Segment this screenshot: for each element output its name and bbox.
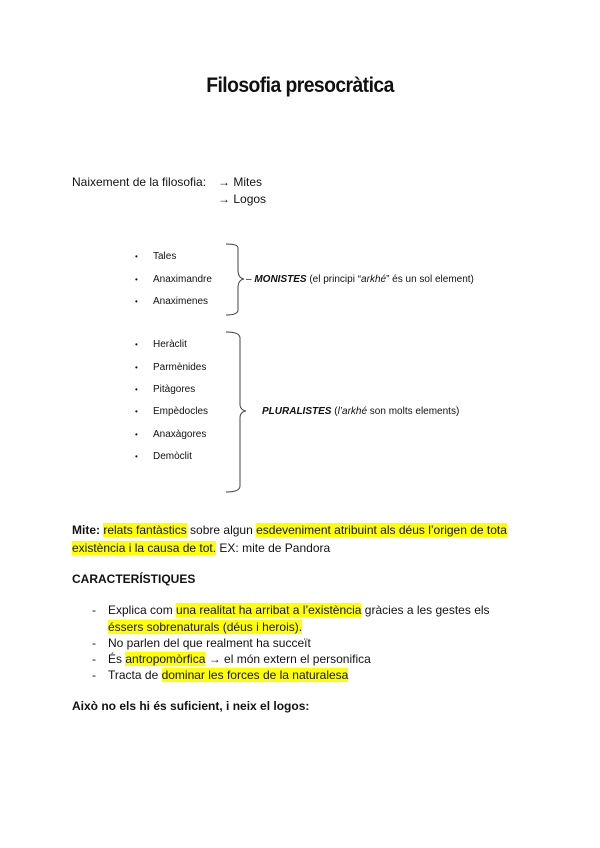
- list-item: [135, 362, 207, 373]
- list-item: És antropomòrfica → el món extern el personifica: [108, 652, 371, 666]
- conclusion-text: Això no els hi és suficient, i neix el logos:: [72, 699, 310, 713]
- bullet-icon: •: [135, 385, 138, 394]
- list-item: [135, 251, 177, 262]
- pluralistes-label: PLURALISTES (l’arkhé son molts elements): [262, 406, 460, 417]
- list-item-continuation: éssers sobrenaturals (déus i herois).: [108, 620, 303, 634]
- mite-line-2: existència i la causa de tot. EX: mite de Pandora: [72, 541, 331, 555]
- list-item-label: Demòclit: [153, 451, 192, 462]
- mite-line-1: Mite: relats fantàstics sobre algun esdeveniment atribuint als déus l’origen de tota: [72, 523, 507, 537]
- list-item: No parlen del que realment ha succeït: [108, 636, 311, 650]
- dash-icon: -: [92, 603, 96, 617]
- arrow-icon: →: [218, 175, 230, 189]
- mite-label: Mite:: [72, 523, 100, 537]
- list-item: [135, 274, 212, 285]
- dash-icon: -: [92, 652, 96, 666]
- pluralistes-title: PLURALISTES: [262, 406, 332, 417]
- dash-icon: -: [92, 668, 96, 682]
- bullet-icon: •: [135, 275, 138, 284]
- pluralistes-brace-icon: [222, 330, 262, 494]
- list-item-label: Anaxàgores: [153, 429, 207, 440]
- naixement-label: Naixement de la filosofia:: [72, 175, 207, 189]
- list-item: Tracta de dominar les forces de la naturalesa: [108, 668, 349, 682]
- list-item-label: Pitàgores: [153, 384, 196, 395]
- list-item-label: Empèdocles: [153, 406, 209, 417]
- monistes-brace-icon: [222, 242, 246, 318]
- bullet-icon: •: [135, 252, 138, 261]
- naixement-item-logos: [218, 192, 266, 206]
- list-item-label: Anaximandre: [153, 274, 212, 285]
- naixement-item-label: Logos: [233, 192, 267, 206]
- list-item-label: Anaximenes: [153, 296, 209, 307]
- naixement-item-mites: [218, 175, 262, 189]
- bullet-icon: •: [135, 407, 138, 416]
- list-item: [135, 339, 187, 350]
- list-item: [135, 406, 209, 417]
- dash-icon: -: [92, 636, 96, 650]
- list-item: [135, 296, 209, 307]
- bullet-icon: •: [135, 297, 138, 306]
- bullet-icon: •: [135, 452, 138, 461]
- list-item: [135, 384, 196, 395]
- bullet-icon: •: [135, 340, 138, 349]
- list-item: Explica com una realitat ha arribat a l’existència gràcies a les gestes els: [108, 603, 490, 617]
- bullet-icon: •: [135, 363, 138, 372]
- monistes-title: MONISTES: [254, 274, 307, 285]
- page-title: Filosofia presocràtica: [206, 74, 394, 97]
- list-item: [135, 429, 207, 440]
- monistes-label: – MONISTES (el principi “arkhé” és un sol element): [246, 274, 474, 285]
- list-item-label: Parmènides: [153, 362, 207, 373]
- caracteristiques-heading: CARACTERÍSTIQUES: [72, 572, 196, 586]
- list-item-label: Heràclit: [153, 339, 187, 350]
- list-item: [135, 451, 192, 462]
- naixement-item-label: Mites: [233, 175, 263, 189]
- arrow-icon: →: [218, 192, 230, 206]
- bullet-icon: •: [135, 430, 138, 439]
- list-item-label: Tales: [153, 251, 177, 262]
